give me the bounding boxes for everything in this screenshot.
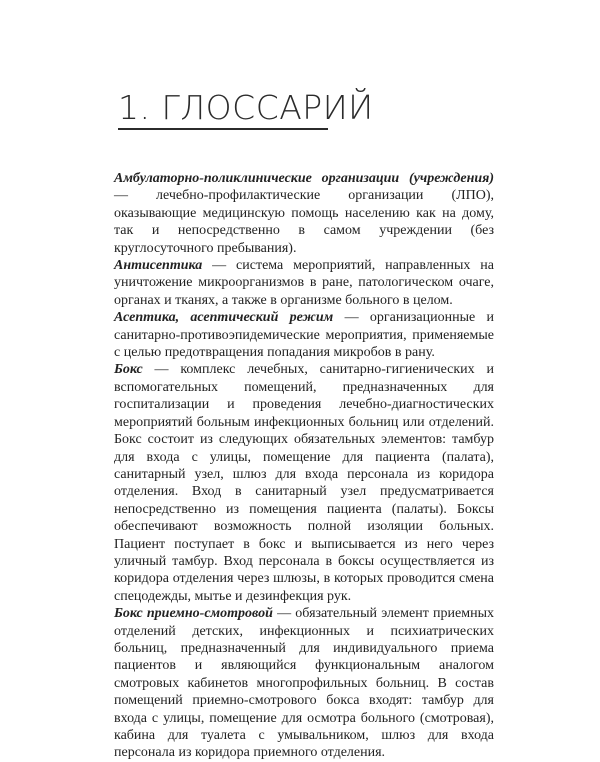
glossary-entry	[114, 361, 494, 605]
glossary-text	[114, 170, 494, 762]
glossary-definition: — система мероприятий, направленных на уничтожение микроорганизмов в ране, патологическом очаге, органах и тканях, а также в организме больного в целом.	[114, 258, 494, 308]
glossary-entry	[114, 605, 494, 762]
page-title: 1. ГЛОССАРИЙ	[118, 88, 374, 127]
title-underline	[118, 128, 328, 130]
glossary-term: Асептика, асептический режим	[114, 310, 334, 326]
glossary-term: Бокс приемно-смотровой	[114, 606, 273, 622]
glossary-definition: — организационные и санитарно-противоэпидемические мероприятия, применяемые с целью предотвращения попадания микробов в рану.	[114, 310, 494, 361]
glossary-entry	[114, 309, 494, 361]
glossary-definition: — лечебно-профилактические организации (ЛПО), оказывающие медицинскую помощь населению как на дому, так и непосредственно в самом учреждении (без круглосуточного пребывания).	[114, 188, 494, 256]
glossary-term: Антисептика	[114, 258, 203, 274]
glossary-definition: — обязательный элемент приемных отделений детских, инфекционных и психиатрических больниц, предназначенный для индивидуального приема пациентов и являющийся функциональным аналогом смотровых кабинетов многопрофильных больниц. В состав помещений приемно-смотрового бокса входят: тамбур для входа с улицы, помещение для осмотра больного (смотровая), кабина для туалета с умывальником, шлюз для входа персонала из коридора приемного отделения.	[114, 606, 494, 761]
glossary-entry	[114, 257, 494, 309]
glossary-term: Бокс	[114, 362, 143, 378]
glossary-term: Амбулаторно-поликлинические организации (учреждения)	[114, 171, 494, 186]
glossary-definition: — комплекс лечебных, санитарно-гигиенических и вспомогательных помещений, предназначенных для госпитализации и проведения лечебно-диагностических мероприятий больным инфекционных больниц или отделений. Бокс состоит из следующих обязательных элементов: тамбур для входа с улицы, помещение для пациента (палата), санитарный узел, шлюз для входа персонала из коридора отделения. Вход в санитарный узел предусматривается непосредственно из помещения пациента (палаты). Боксы обеспечивают возможность полной изоляции больных. Пациент поступает в бокс и выписывается из него через уличный тамбур. Вход персонала в боксы осуществляется из коридора отделения через шлюзы, в которых проводится смена спецодежды, мытье и дезинфекция рук.	[114, 362, 494, 604]
glossary-entry	[114, 170, 494, 257]
